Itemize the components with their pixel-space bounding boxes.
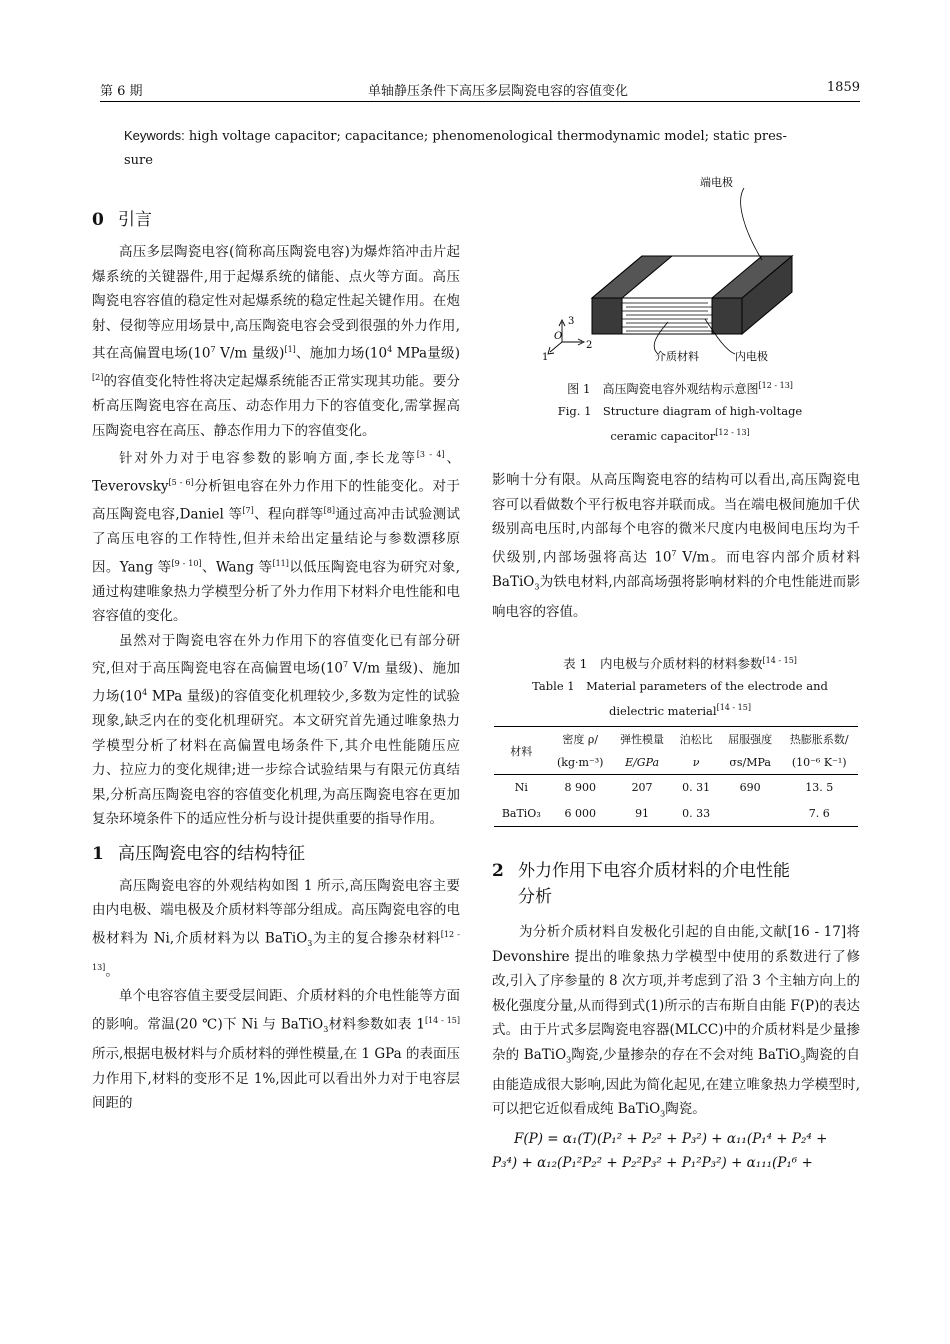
intro-paragraph-2: 针对外力对于电容参数的影响方面,李长龙等[3 - 4]、Teverovsky[5 - 6]分析钽电容在外力作用下的性能变化。对于高压陶瓷电容,Daniel 等[7]、程向群等[8]通过高冲击试验测试了高压电容的工作特性,但并未给出定量结论与参数漂移原因。Yang 等[9 - 10]、Wang 等[11]以低压陶瓷电容为研究对象,通过构建唯象热力学模型分析了外力作用下材料介电性能和电容容值的变化。 [92,450,461,624]
axis-1-label: 1 [542,352,549,363]
dielectric-label: 介质材料 [655,350,699,363]
figure-caption-en-2: ceramic capacitor [610,428,716,443]
section-0-title: 引言 [118,210,152,230]
running-title: 单轴静压条件下高压多层陶瓷电容的容值变化 [368,84,629,99]
equation-1-line-2: P₃⁴) + α₁₂(P₁²P₂² + P₂²P₃² + P₁²P₃²) + α₁₁₁(P₁⁶ + [492,1155,813,1172]
table-1-caption: 表 1 内电极与介质材料的材料参数[14 - 15] Table 1 Material parameters of the electrode and dielectric material[14 - 15] [500,650,860,722]
model-paragraph: 为分析介质材料自发极化引起的自由能,文献[16 - 17]将 Devonshire 提出的唯象热力学模型中使用的系数进行了修改,引入了序参量的 8 次方项,并考虑到了沿 3 个主轴方向上的极化强度分量,从而得到式(1)所示的吉布斯自由能 F(P)的表达式。由于片式多层陶瓷电容器(MLCC)中的介质材料是少量掺杂的 BaTiO$_3$陶瓷,少量掺杂的存在不会对纯 BaTiO$_3$陶瓷的自由能造成很大影响,因此为简化起见,在建立唯象热力学模型时,可以把它近似看成纯 BaTiO$_3$陶瓷。 [492,924,861,1119]
cell: 207 [631,781,653,795]
cell: 13. 5 [805,781,834,795]
cell: BaTiO₃ [501,806,541,820]
section-2-heading [492,858,860,910]
keywords-cont: sure [124,153,153,168]
material-parameter-table [494,726,858,827]
th-density: 密度 ρ/ [562,732,599,746]
cell: 7. 6 [808,806,830,820]
section-2-title-cont: 分析 [518,887,552,907]
th-poisson: 泊松比 [679,732,713,746]
table-row [494,801,858,827]
table-header-row [494,727,858,751]
cell: 6 000 [564,806,596,820]
terminal-label: 端电极 [700,176,733,189]
structure-paragraph-2: 单个电容容值主要受层间距、介质材料的介电性能等方面的影响。常温(20 ℃)下 Ni 与 BaTiO$_3$材料参数如表 1[14 - 15]所示,根据电极材料与介质材料的弹性模量,在 1 GPa 的表面压力作用下,材料的变形不足 1%,因此可以看出外力对于电容层间距的 [92,988,461,1112]
axis-3-label: 3 [568,316,575,327]
cell: 0. 33 [682,806,711,820]
th-expansion-unit: (10⁻⁶ K⁻¹) [780,751,858,775]
section-2-title: 外力作用下电容介质材料的介电性能 [518,861,790,881]
th-material: 材料 [494,727,549,775]
intro-paragraph-3: 虽然对于陶瓷电容在外力作用下的容值变化已有部分研究,但对于高压陶瓷电容在高偏置电场($10^7$ V/m 量级)、施加力场($10^4$ MPa 量级)的容值变化机理较少,多数为定性的试验现象,缺乏内在的变化机理研究。本文研究首先通过唯象热力学模型分析了材料在高偏置电场条件下,其介电性能随压应力、拉应力的变化规律;进一步综合试验结果与有限元仿真结果,分析高压陶瓷电容的容值变化机理,为高压陶瓷电容在更加复杂环境条件下的适应性分析与设计提供重要的指导作用。 [92,632,461,827]
th-yield-unit: σs/MPa [720,751,780,775]
cell: 91 [635,806,650,820]
intro-paragraph-1: 高压多层陶瓷电容(简称高压陶瓷电容)为爆炸箔冲击片起爆系统的关键器件,用于起爆系统的储能、点火等方面。高压陶瓷电容容值的稳定性对起爆系统的稳定性起关键作用。在炮射、侵彻等应用场景中,高压陶瓷电容会受到很强的外力作用,其在高偏置电场($10^7$ V/m 量级)[1]、施加力场($10^4$ MPa量级)[2]的容值变化特性将决定起爆系统能否正常实现其功能。要分析高压陶瓷电容在高压、动态作用力下的容值变化,需掌握高压陶瓷电容在高压、静态作用力下的容值变化。 [92,244,460,439]
left-terminal-front [592,298,622,334]
cell: 8 900 [564,781,596,795]
issue-number: 第 6 期 [100,84,143,99]
keywords-label: Keywords: [124,128,185,143]
keywords-text: high voltage capacitor; capacitance; phenomenological thermodynamic model; static pres- [188,129,787,144]
equation-1-line-1: F(P) = α₁(T)(P₁² + P₂² + P₃²) + α₁₁(P₁⁴ + P₂⁴ + [514,1131,828,1148]
section-0-number: 0 [92,210,104,230]
axis-origin: O [554,331,563,342]
figure-caption-cn: 图 1 高压陶瓷电容外观结构示意图 [567,382,759,396]
right-column-top [492,468,860,624]
section-2-number: 2 [492,861,504,881]
page-number: 1859 [826,80,860,95]
section-1-heading [92,840,460,868]
section-1-title: 高压陶瓷电容的结构特征 [118,843,305,864]
inner-electrode-label: 内电极 [735,350,768,363]
cell [720,801,780,827]
figure-caption-en-1: Fig. 1 Structure diagram of high-voltage [557,404,803,418]
capacitor-structure-figure [530,172,830,372]
th-modulus-unit: E/GPa [612,751,672,775]
structure-paragraph-1: 高压陶瓷电容的外观结构如图 1 所示,高压陶瓷电容主要由内电极、端电极及介质材料等部分组成。高压陶瓷电容的电极材料为 Ni,介质材料为以 BaTiO$_3$为主的复合掺杂材料[12 - 13]。 [92,877,460,980]
section-1-number: 1 [92,843,104,864]
left-column [92,206,460,1116]
table-row [494,775,858,801]
cell: 0. 31 [682,781,711,795]
table-caption-en-2: dielectric material [609,703,717,718]
th-expansion: 热膨胀系数/ [789,732,849,746]
terminal-leader [741,188,762,260]
table-caption-cn: 表 1 内电极与介质材料的材料参数 [563,656,763,672]
figure-1-caption: 图 1 高压陶瓷电容外观结构示意图[12 - 13] Fig. 1 Structure diagram of high-voltage ceramic capacitor[12 - 13] [500,375,860,447]
section-0-heading [92,206,460,234]
keywords [124,124,864,173]
table-caption-en-1: Table 1 Material parameters of the electrode and [532,679,828,694]
th-modulus: 弹性模量 [620,732,665,746]
cell: 690 [739,781,761,795]
th-yield: 屈服强度 [728,732,773,746]
right-terminal-front [712,298,742,334]
axis-2-label: 2 [586,340,593,351]
header-rule [100,101,860,102]
right-column-bottom [492,858,860,1175]
cell: Ni [514,781,528,795]
th-poisson-unit: ν [672,751,720,775]
table-header-row-2 [494,751,858,775]
th-density-unit: (kg·m⁻³) [549,751,612,775]
running-header [100,80,860,102]
structure-paragraph-3: 影响十分有限。从高压陶瓷电容的结构可以看出,高压陶瓷电容可以看做数个平行板电容并联而成。当在端电极间施加千伏级别高电压时,内部每个电容的微米尺度内电极间电压均为千伏级别,内部场强将高达 $10^7$ V/m。而电容内部介质材料 BaTiO$_3$为铁电材料,内部高场强将影响材料的介电性能进而影响电容的容值。 [492,472,860,620]
